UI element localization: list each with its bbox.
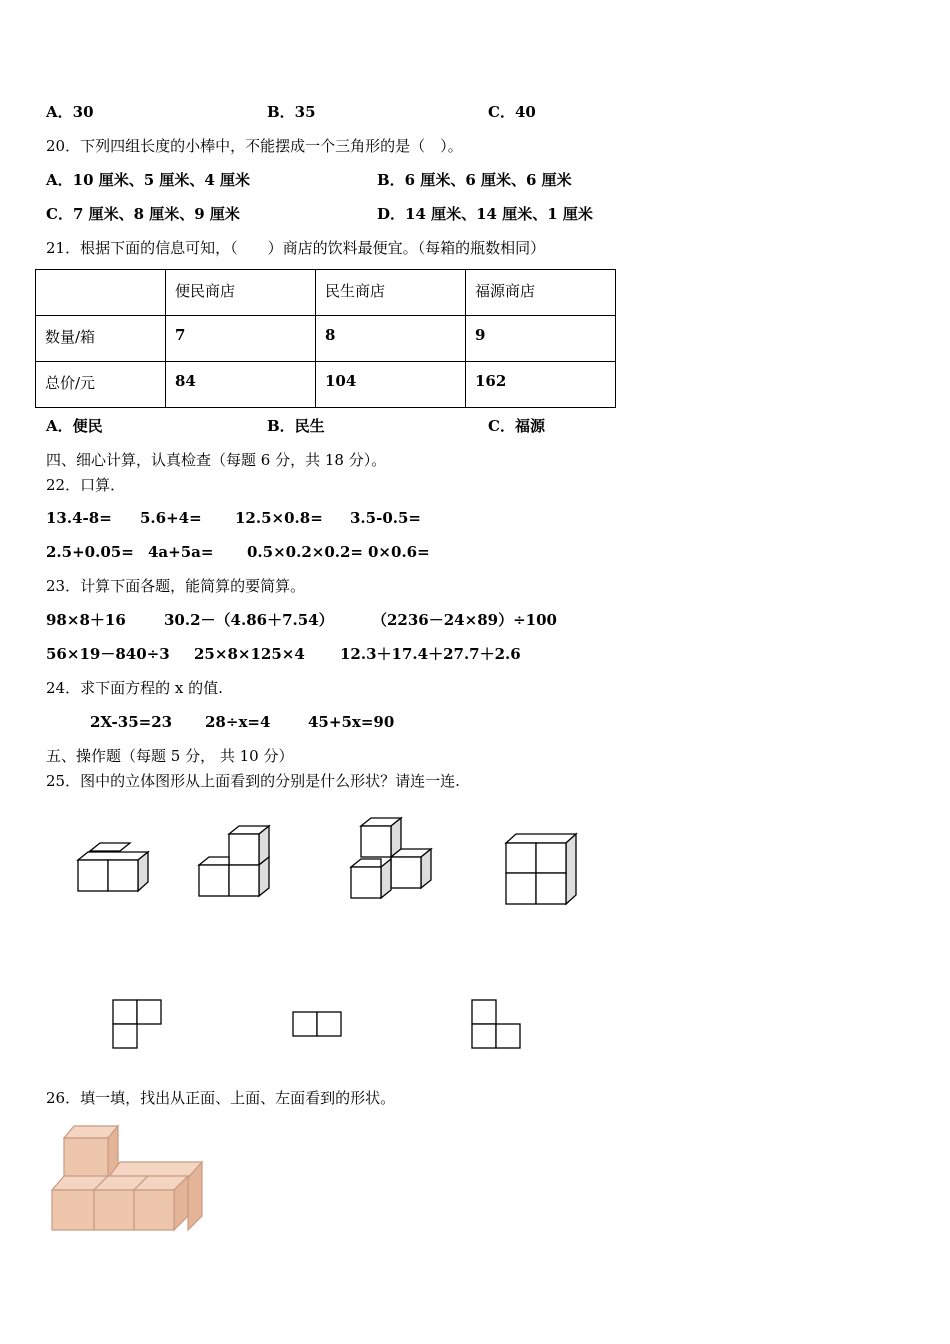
table-header-row: [36, 270, 616, 316]
solid-figure-4: [500, 828, 585, 910]
q23-expr: 25×8×125×4: [194, 645, 305, 663]
table-cell: 8: [316, 316, 466, 362]
q25-stem: 25．图中的立体图形从上面看到的分别是什么形状？请连一连.: [46, 772, 460, 790]
table-header-cell: 民生商店: [316, 270, 466, 316]
q21-option-c: C．福源: [488, 417, 545, 435]
table-row: [36, 316, 616, 362]
q20-option-d: D．14 厘米、14 厘米、1 厘米: [377, 205, 593, 223]
q23-expr: （2236－24×89）÷100: [372, 611, 557, 629]
q20-option-a: A．10 厘米、5 厘米、4 厘米: [46, 171, 251, 189]
q22-expr: 2.5+0.05=: [46, 543, 134, 561]
q26-stem: 26．填一填，找出从正面、上面、左面看到的形状。: [46, 1089, 396, 1107]
q22-expr: 12.5×0.8=: [235, 509, 323, 527]
q20-stem: 20．下列四组长度的小棒中，不能摆成一个三角形的是（ ）。: [46, 137, 463, 155]
q23-expr: 98×8＋16: [46, 611, 126, 629]
q23-stem: 23．计算下面各题，能简算的要简算。: [46, 577, 306, 595]
row-label: 总价/元: [36, 362, 166, 408]
table-cell: 7: [166, 316, 316, 362]
section-5-heading: 五、操作题（每题 5 分， 共 10 分）: [46, 747, 294, 765]
table-cell: 9: [466, 316, 616, 362]
q23-expr: 12.3＋17.4＋27.7＋2.6: [340, 645, 521, 663]
solid-figure-1: [70, 835, 160, 900]
top-view-shape-2: [290, 1010, 345, 1040]
q22-expr: 5.6+4=: [140, 509, 202, 527]
table-cell: [36, 270, 166, 316]
q22-expr: 13.4-8=: [46, 509, 112, 527]
q22-stem: 22．口算．: [46, 476, 126, 494]
q20-option-b: B．6 厘米、6 厘米、6 厘米: [377, 171, 572, 189]
table-cell: 104: [316, 362, 466, 408]
q21-option-a: A．便民: [46, 417, 103, 435]
q24-stem: 24．求下面方程的 x 的值.: [46, 679, 223, 697]
table-header-cell: 福源商店: [466, 270, 616, 316]
q19-option-b: B．35: [267, 103, 316, 121]
q22-expr: 0.5×0.2×0.2=: [247, 543, 363, 561]
section-4-heading: 四、细心计算，认真检查（每题 6 分，共 18 分）。: [46, 451, 387, 469]
q21-option-b: B．民生: [267, 417, 325, 435]
q22-expr: 0×0.6=: [368, 543, 430, 561]
solid-figure-2: [192, 818, 282, 903]
q24-equation: 2X-35=23: [90, 713, 173, 731]
q19-option-a: A．30: [46, 103, 94, 121]
table-header-cell: 便民商店: [166, 270, 316, 316]
q22-expr: 4a+5a=: [148, 543, 214, 561]
q21-stem: 21．根据下面的信息可知，（ ）商店的饮料最便宜。（每箱的瓶数相同）: [46, 239, 546, 257]
q23-expr: 56×19－840÷3: [46, 645, 170, 663]
solid-figure-3: [345, 812, 440, 904]
q20-option-c: C．7 厘米、8 厘米、9 厘米: [46, 205, 240, 223]
q23-expr: 30.2－（4.86＋7.54）: [164, 611, 334, 629]
table-cell: 162: [466, 362, 616, 408]
table-cell: 84: [166, 362, 316, 408]
q24-equation: 28÷x=4: [205, 713, 271, 731]
row-label: 数量/箱: [36, 316, 166, 362]
top-view-shape-1: [110, 998, 165, 1050]
q22-expr: 3.5-0.5=: [350, 509, 421, 527]
q19-option-c: C．40: [488, 103, 536, 121]
q24-equation: 45+5x=90: [308, 713, 395, 731]
table-row: [36, 362, 616, 408]
shop-price-table: [35, 269, 616, 408]
q26-cube-figure: [48, 1120, 208, 1238]
top-view-shape-3: [469, 998, 524, 1050]
